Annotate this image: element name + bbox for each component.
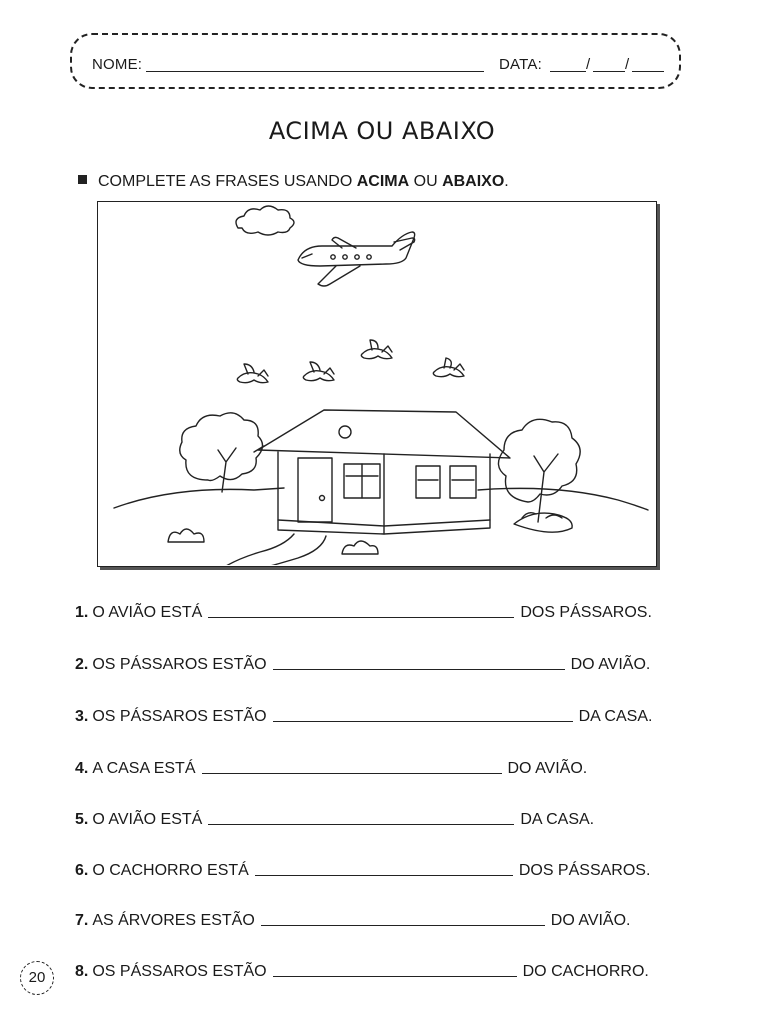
question-end: DOS PÁSSAROS. xyxy=(518,862,651,879)
airplane-icon xyxy=(298,232,415,286)
question-end: DO AVIÃO. xyxy=(550,912,631,929)
question-start: OS PÁSSAROS ESTÃO xyxy=(92,656,267,673)
answer-blank[interactable] xyxy=(273,655,565,670)
question-number: 2. xyxy=(75,656,89,673)
tree-icon xyxy=(180,413,263,492)
instruction-text: COMPLETE AS FRASES USANDO xyxy=(98,173,357,190)
instruction-text: OU xyxy=(409,173,443,190)
ground-line xyxy=(114,488,648,510)
name-label: NOME: xyxy=(92,56,143,73)
question-end: DA CASA. xyxy=(578,708,653,725)
house-icon xyxy=(254,410,510,534)
instruction-word-acima: ACIMA xyxy=(356,173,410,190)
question-end: DO AVIÃO. xyxy=(570,656,651,673)
question-start: OS PÁSSAROS ESTÃO xyxy=(92,963,267,980)
instruction-word-abaixo: ABAIXO xyxy=(442,173,505,190)
question-6 xyxy=(75,861,650,880)
question-number: 4. xyxy=(75,760,89,777)
question-start: OS PÁSSAROS ESTÃO xyxy=(92,708,267,725)
question-start: O AVIÃO ESTÁ xyxy=(92,604,203,621)
date-label: DATA: xyxy=(499,56,542,73)
bullet-icon xyxy=(78,175,87,184)
answer-blank[interactable] xyxy=(202,759,502,774)
illustration-frame xyxy=(97,201,657,567)
date-year-field[interactable] xyxy=(632,71,664,72)
date-day-field[interactable] xyxy=(550,71,586,72)
question-number: 3. xyxy=(75,708,89,725)
name-field[interactable] xyxy=(146,71,484,72)
question-start: O CACHORRO ESTÁ xyxy=(92,862,249,879)
question-start: AS ÁRVORES ESTÃO xyxy=(92,912,255,929)
date-month-field[interactable] xyxy=(593,71,625,72)
answer-blank[interactable] xyxy=(273,707,573,722)
answer-blank[interactable] xyxy=(273,962,517,977)
question-2 xyxy=(75,655,650,674)
path-line xyxy=(226,534,326,565)
answer-blank[interactable] xyxy=(208,810,514,825)
question-1 xyxy=(75,603,652,622)
question-3 xyxy=(75,707,652,726)
page-title: ACIMA OU ABAIXO xyxy=(268,117,496,145)
bird-icon xyxy=(303,362,334,381)
bush-icon xyxy=(168,529,204,542)
page-number: 20 xyxy=(20,961,54,995)
question-number: 8. xyxy=(75,963,89,980)
question-end: DOS PÁSSAROS. xyxy=(520,604,652,621)
tree-icon xyxy=(498,419,580,522)
dog-icon xyxy=(514,513,572,533)
question-number: 6. xyxy=(75,862,89,879)
scene-illustration xyxy=(98,202,655,565)
answer-blank[interactable] xyxy=(255,861,513,876)
question-end: DO CACHORRO. xyxy=(522,963,649,980)
question-7 xyxy=(75,911,631,930)
instruction xyxy=(78,173,509,191)
bird-icon xyxy=(433,358,464,377)
question-number: 1. xyxy=(75,604,89,621)
question-number: 7. xyxy=(75,912,89,929)
header-box xyxy=(70,33,681,89)
question-end: DO AVIÃO. xyxy=(507,760,588,777)
question-number: 5. xyxy=(75,811,89,828)
bird-icon xyxy=(237,364,268,383)
instruction-text: . xyxy=(504,173,509,190)
date-separator: / xyxy=(625,56,630,73)
question-end: DA CASA. xyxy=(520,811,595,828)
cloud-icon xyxy=(236,206,294,235)
question-4 xyxy=(75,759,587,778)
date-separator: / xyxy=(586,56,591,73)
question-5 xyxy=(75,810,594,829)
question-start: O AVIÃO ESTÁ xyxy=(92,811,203,828)
question-8 xyxy=(75,962,649,981)
question-start: A CASA ESTÁ xyxy=(92,760,196,777)
answer-blank[interactable] xyxy=(261,911,545,926)
bird-icon xyxy=(361,340,392,359)
bush-icon xyxy=(342,541,378,554)
answer-blank[interactable] xyxy=(208,603,514,618)
